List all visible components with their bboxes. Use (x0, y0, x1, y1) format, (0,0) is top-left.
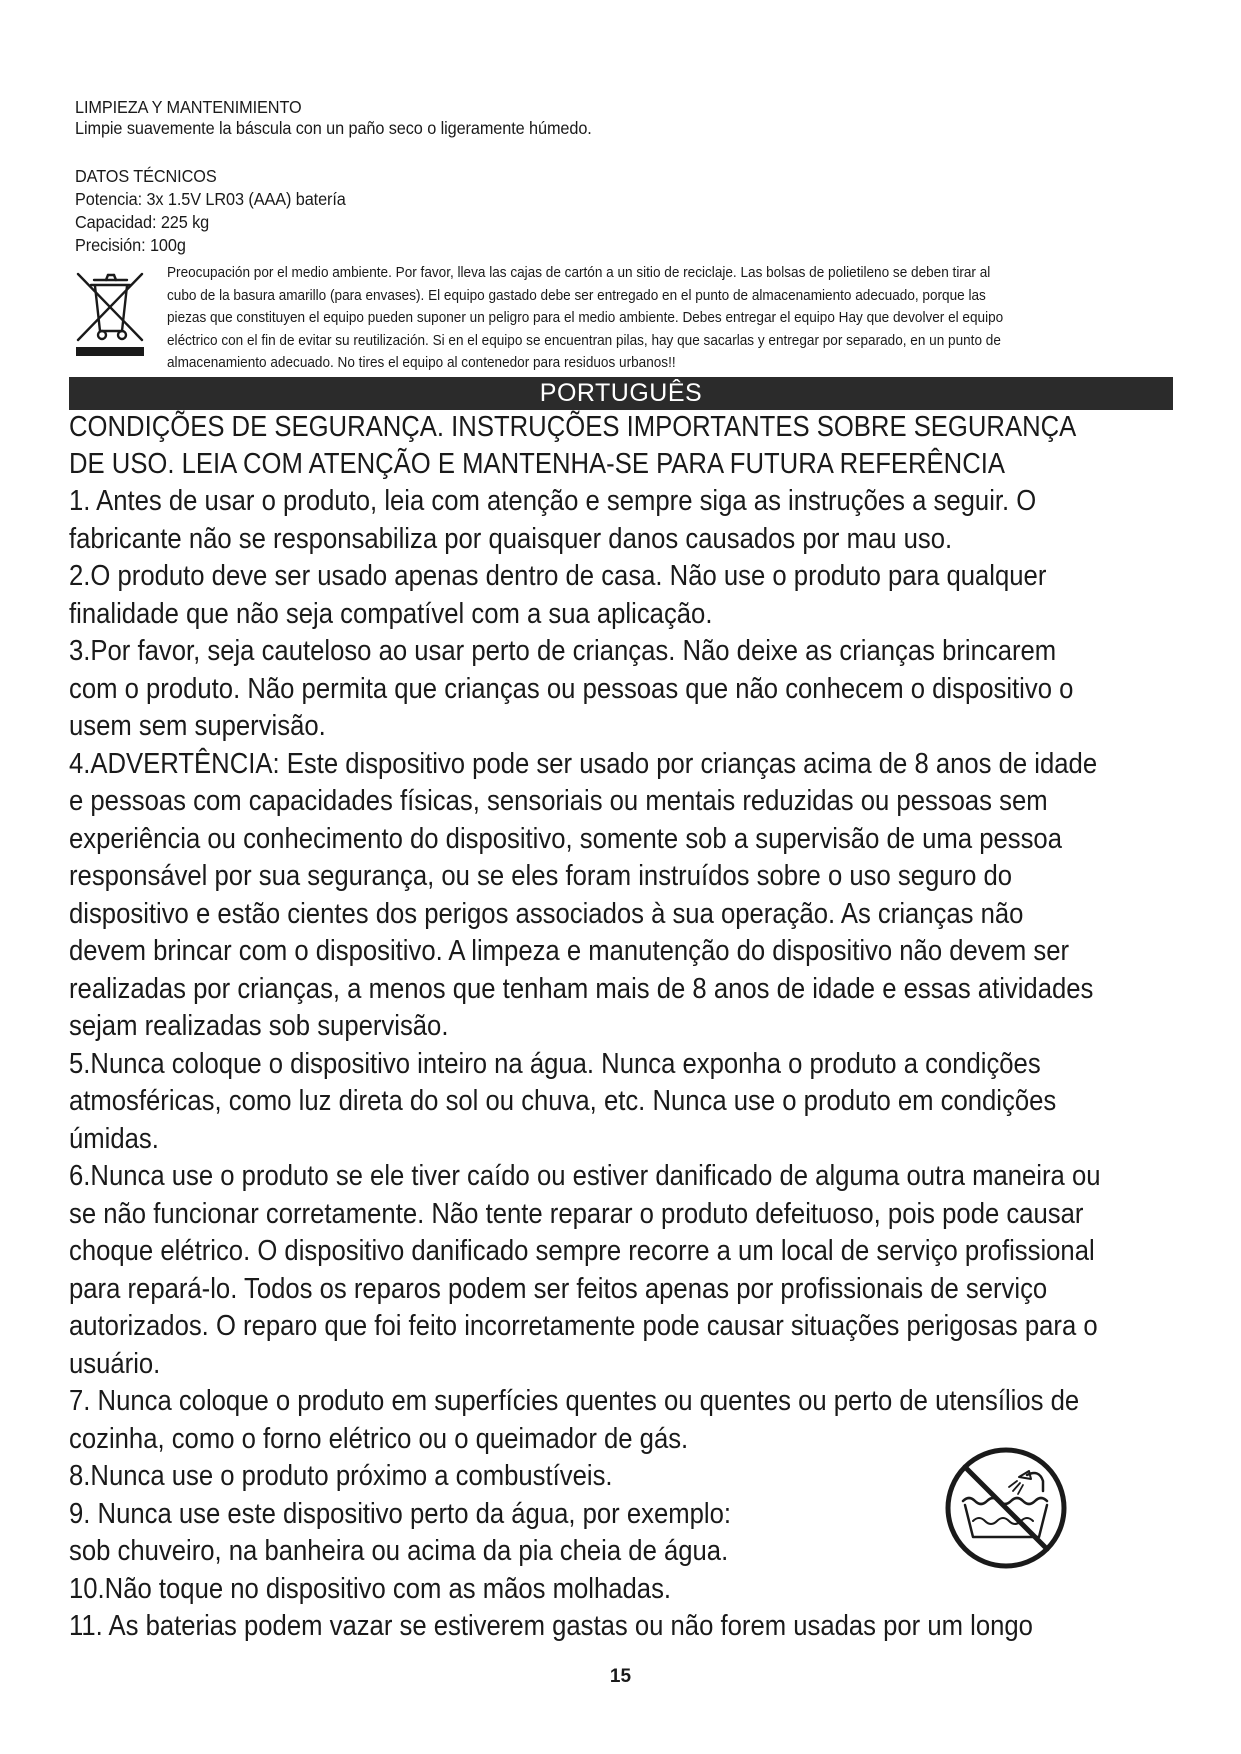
safety-title-line: CONDIÇÕES DE SEGURANÇA. INSTRUÇÕES IMPORTANTES SOBRE SEGURANÇA (69, 411, 1077, 443)
tech-title: DATOS TÉCNICOS (75, 166, 217, 186)
crossed-out-wheelie-bin-icon (72, 268, 148, 358)
environment-line: cubo de la basura amarillo (para envases). El equipo gastado debe ser entregado en el punto de almacenamiento adecuado, porque las (167, 286, 986, 304)
section-header-title: PORTUGUÊS (539, 379, 703, 407)
environment-line: piezas que constituyen el equipo pueden suponer un peligro para el medio ambiente. Debes entregar el equipo Hay que devolver el equipo (167, 309, 1004, 326)
environment-line: almacenamiento adecuado. No tires el equipo al contenedor para residuos urbanos!! (167, 354, 676, 371)
instruction-line: atmosféricas, como luz direta do sol ou chuva, etc. Nunca use o produto em condições (69, 1085, 1057, 1117)
cleaning-title: LIMPIEZA Y MANTENIMIENTO (75, 97, 302, 117)
instruction-line: para repará-lo. Todos os reparos podem ser feitos apenas por profissionais de serviço (69, 1272, 1048, 1305)
instruction-line: dispositivo e estão cientes dos perigos associados à sua operação. As crianças não (69, 897, 1024, 930)
instruction-line: cozinha, como o forno elétrico ou o queimador de gás. (69, 1422, 689, 1455)
instruction-line: úmidas. (69, 1122, 159, 1155)
environment-line: eléctrico con el fin de evitar su reutilización. Si en el equipo se encuentran pilas, hay que sacarlas y entregar por separado, en un punto de (167, 331, 1001, 349)
instruction-line: 2.O produto deve ser usado apenas dentro de casa. Não use o produto para qualquer (69, 560, 1047, 592)
instruction-line: sob chuveiro, na banheira ou acima da pia cheia de água. (69, 1535, 729, 1567)
instruction-line: realizadas por crianças, a menos que tenham mais de 8 anos de idade e essas atividades (69, 972, 1094, 1005)
instruction-line: com o produto. Não permita que crianças ou pessoas que não conhecem o dispositivo o (69, 672, 1074, 705)
tech-precision: Precisión: 100g (75, 235, 186, 255)
instruction-line: 1. Antes de usar o produto, leia com atenção e sempre siga as instruções a seguir. O (69, 485, 1037, 517)
instruction-line: 5.Nunca coloque o dispositivo inteiro na água. Nunca exponha o produto a condições (69, 1047, 1041, 1080)
instruction-line: 3.Por favor, seja cauteloso ao usar perto de crianças. Não deixe as crianças brincarem (69, 635, 1057, 667)
instruction-line: finalidade que não seja compatível com a sua aplicação. (69, 597, 713, 630)
instruction-line: 8.Nunca use o produto próximo a combustíveis. (69, 1460, 613, 1492)
instruction-line: e pessoas com capacidades físicas, sensoriais ou mentais reduzidas ou pessoas sem (69, 785, 1048, 817)
section-header-bar (69, 377, 1173, 410)
instruction-line: 9. Nunca use este dispositivo perto da água, por exemplo: (69, 1497, 731, 1530)
instruction-line: responsável por sua segurança, ou se eles foram instruídos sobre o uso seguro do (69, 860, 1013, 892)
cleaning-text: Limpie suavemente la báscula con un paño seco o ligeramente húmedo. (75, 118, 592, 138)
instruction-line: usuário. (69, 1347, 161, 1380)
instruction-line: devem brincar com o dispositivo. A limpeza e manutenção do dispositivo não devem ser (69, 935, 1070, 967)
tech-power: Potencia: 3x 1.5V LR03 (AAA) batería (75, 189, 346, 209)
safety-title-line: DE USO. LEIA COM ATENÇÃO E MANTENHA-SE PARA FUTURA REFERÊNCIA (69, 448, 1005, 480)
environment-notice (167, 262, 1167, 375)
environment-line: Preocupación por el medio ambiente. Por favor, lleva las cajas de cartón a un sitio de reciclaje. Las bolsas de polietileno se deben tirar al (167, 264, 991, 281)
instruction-line: 6.Nunca use o produto se ele tiver caído ou estiver danificado de alguma outra maneira ou (69, 1160, 1101, 1192)
instruction-line: 11. As baterias podem vazar se estiverem gastas ou não forem usadas por um longo (69, 1610, 1033, 1642)
instruction-line: usem sem supervisão. (69, 710, 326, 742)
instruction-line: choque elétrico. O dispositivo danificado sempre recorre a um local de serviço profissional (69, 1235, 1095, 1267)
instruction-line: sejam realizadas sob supervisão. (69, 1010, 449, 1042)
page-number: 15 (609, 1666, 632, 1687)
instruction-line: 10.Não toque no dispositivo com as mãos molhadas. (69, 1572, 672, 1605)
instruction-line: 4.ADVERTÊNCIA: Este dispositivo pode ser usado por crianças acima de 8 anos de idade (69, 747, 1098, 780)
instruction-line: se não funcionar corretamente. Não tente reparar o produto defeituoso, pois pode causar (69, 1197, 1084, 1230)
no-water-bath-icon (943, 1445, 1069, 1571)
instruction-line: 7. Nunca coloque o produto em superfícies quentes ou quentes ou perto de utensílios de (69, 1385, 1080, 1417)
instruction-line: experiência ou conhecimento do dispositivo, somente sob a supervisão de uma pessoa (69, 822, 1062, 855)
tech-capacity: Capacidad: 225 kg (75, 212, 210, 232)
instruction-line: fabricante não se responsabiliza por quaisquer danos causados por mau uso. (69, 522, 953, 555)
instruction-line: autorizados. O reparo que foi feito incorretamente pode causar situações perigosas para o (69, 1310, 1098, 1342)
